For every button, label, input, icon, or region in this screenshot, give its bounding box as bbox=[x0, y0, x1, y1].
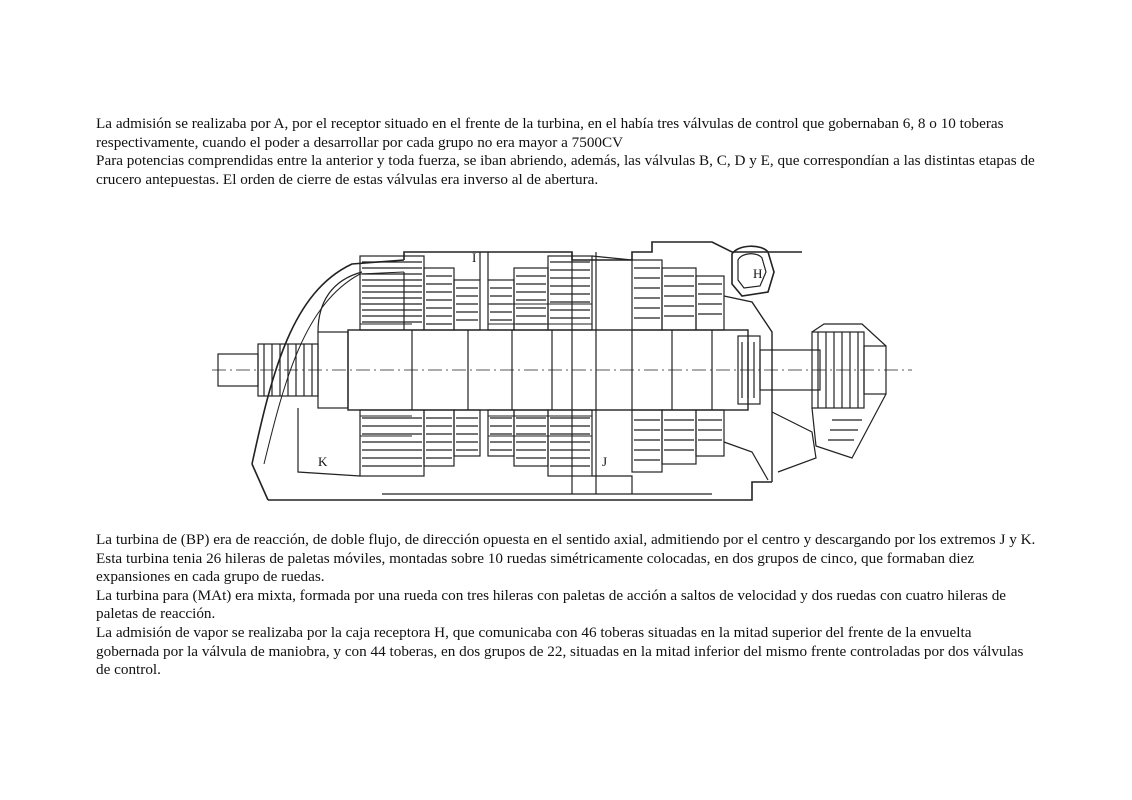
turbine-cross-section-diagram bbox=[212, 232, 912, 504]
left-lower-blades bbox=[360, 410, 480, 476]
right-upper-blades bbox=[488, 256, 592, 330]
turbine-drawing bbox=[212, 242, 912, 500]
mat-turbine-section bbox=[632, 260, 724, 472]
top-text-block bbox=[96, 115, 1036, 189]
left-upper-blades bbox=[360, 256, 480, 330]
lower-casing bbox=[268, 482, 772, 500]
right-lower-blades bbox=[488, 410, 592, 476]
label-k: K bbox=[318, 454, 328, 469]
paragraph-potencias: Para potencias comprendidas entre la anterior y toda fuerza, se iban abriendo, además, las válvulas B, C, D y E, que correspondían a las distintas etapas de crucero antepuestas. El orden de cierre de estas válvulas era inverso al de abertura. bbox=[96, 152, 1035, 188]
bottom-text-block bbox=[96, 531, 1036, 680]
paragraph-admision-a: La admisión se realizaba por A, por el receptor situado en el frente de la turbina, en el había tres válvulas de control que gobernaban 6, 8 o 10 toberas respectivamente, cuando el poder a desarrollar por cada grupo no era mayor a 7500CV bbox=[96, 115, 1004, 151]
label-h: H bbox=[753, 266, 763, 281]
label-i: I bbox=[472, 250, 477, 265]
paragraph-turbina-mat: La turbina para (MAt) era mixta, formada por una rueda con tres hileras con paletas de acción a saltos de velocidad y dos ruedas con cuatro hileras de paletas de reacción. bbox=[96, 586, 1007, 623]
label-j: J bbox=[602, 454, 608, 469]
paragraph-turbina-bp: La turbina de (BP) era de reacción, de doble flujo, de dirección opuesta en el sentido axial, admitiendo por el centro y descargando por los extremos J y K. Esta turbina tenia 26 hileras de paletas móviles, montadas sobre 10 ruedas simétricamente colocadas, en dos grupos de cinco, que formaban diez expansiones en cada grupo de ruedas. bbox=[96, 531, 1036, 586]
paragraph-admision-vapor: La admisión de vapor se realizaba por la caja receptora H, que comunicaba con 46 toberas situadas en la mitad superior del frente de la envuelta gobernada por la válvula de maniobra, y con 44 toberas, en dos grupos de 22, situadas en la mitad inferior del mismo frente controladas por dos válvulas de control. bbox=[96, 623, 1024, 679]
